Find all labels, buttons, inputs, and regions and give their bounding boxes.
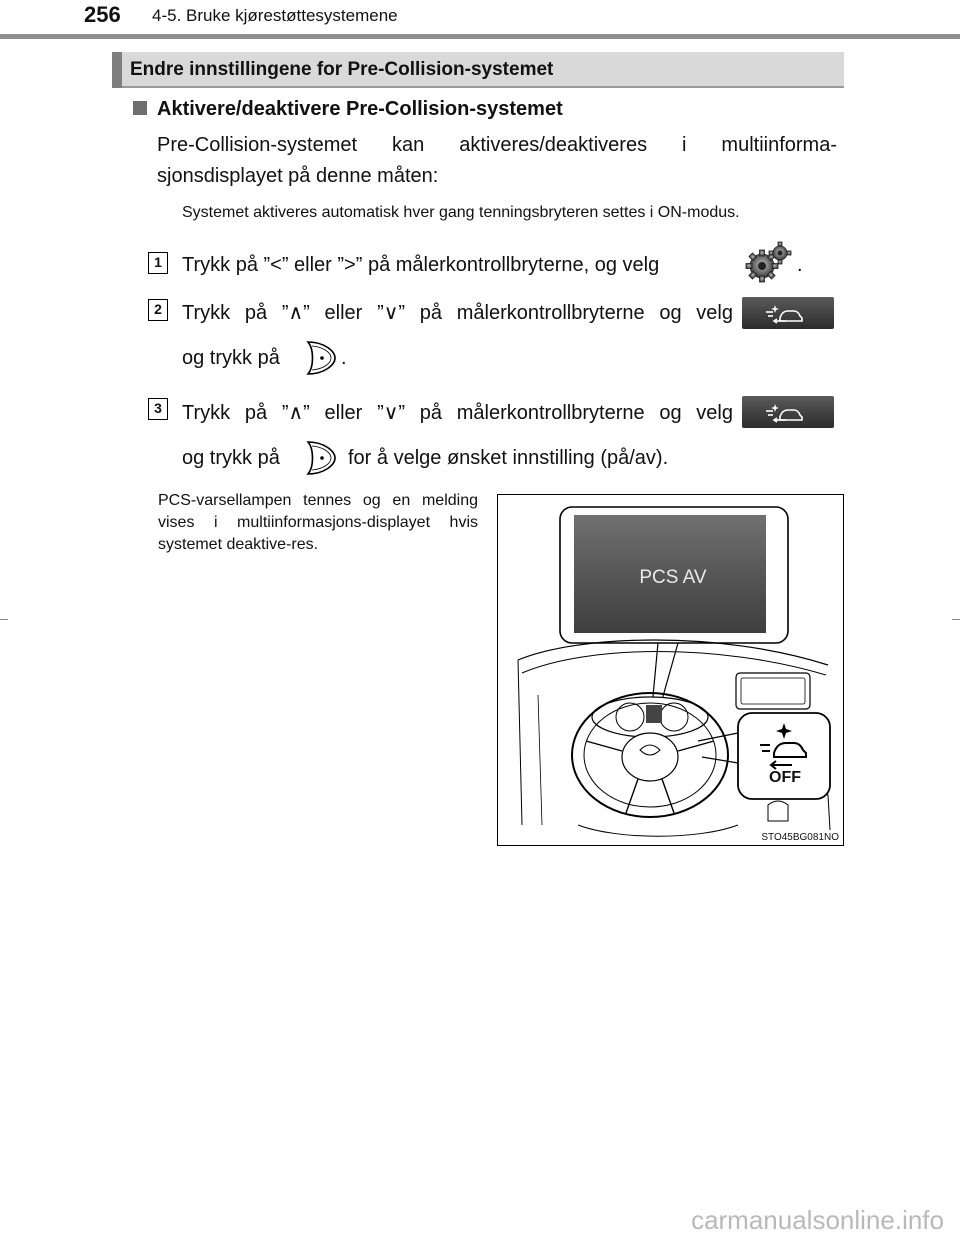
subsection-title: Aktivere/deaktivere Pre-Collision-systemet bbox=[157, 98, 563, 120]
watermark: carmanualsonline.info bbox=[691, 1205, 944, 1235]
dashboard-illustration bbox=[497, 494, 844, 846]
step-number-2: 2 bbox=[148, 299, 168, 321]
crop-mark-left bbox=[0, 619, 8, 620]
crop-mark-right bbox=[952, 619, 960, 620]
indicator-off-label: OFF bbox=[769, 769, 801, 786]
step-2-end: . bbox=[341, 347, 347, 369]
section-accent bbox=[112, 52, 122, 88]
intro-paragraph: Pre-Collision-systemet kan aktiveres/deaktiveres i multiinforma-sjonsdisplayet på denne måten: bbox=[157, 134, 837, 187]
subsection-heading bbox=[133, 98, 563, 121]
header-divider bbox=[0, 34, 960, 39]
section-heading-bar bbox=[112, 52, 844, 88]
step-2-text-line2: og trykk på bbox=[182, 347, 280, 369]
section-title: Endre innstillingene for Pre-Collision-systemet bbox=[130, 59, 554, 80]
ok-button-icon bbox=[302, 339, 338, 377]
square-bullet-icon bbox=[133, 101, 147, 115]
step-number-3: 3 bbox=[148, 398, 168, 420]
figure-id: STO45BG081NO bbox=[761, 832, 839, 843]
step-2-text: Trykk på ”∧” eller ”∨” på målerkontrollbryterne og velg bbox=[182, 302, 733, 324]
pcs-icon bbox=[742, 396, 834, 428]
pcs-icon bbox=[742, 297, 834, 329]
chapter-title: 4-5. Bruke kjørestøttesystemene bbox=[152, 6, 398, 25]
settings-gears-icon bbox=[744, 240, 794, 284]
display-message: PCS AV bbox=[639, 567, 707, 588]
note-paragraph: Systemet aktiveres automatisk hver gang tenningsbryteren settes i ON-modus. bbox=[182, 204, 740, 221]
step-3-end: for å velge ønsket innstilling (på/av). bbox=[348, 447, 669, 469]
ok-button-icon bbox=[302, 439, 338, 477]
step-3-text: Trykk på ”∧” eller ”∨” på målerkontrollbryterne og velg bbox=[182, 402, 733, 424]
figure-caption: PCS-varsellampen tennes og en melding vises i multiinformasjons-displayet hvis systemet deaktive-res. bbox=[158, 492, 478, 553]
step-1-end: . bbox=[797, 254, 803, 276]
step-3-text-line2: og trykk på bbox=[182, 447, 280, 469]
step-number-1: 1 bbox=[148, 252, 168, 274]
page-number: 256 bbox=[84, 2, 121, 27]
step-1-text: Trykk på ”<” eller ”>” på målerkontrollbryterne, og velg bbox=[182, 254, 660, 276]
